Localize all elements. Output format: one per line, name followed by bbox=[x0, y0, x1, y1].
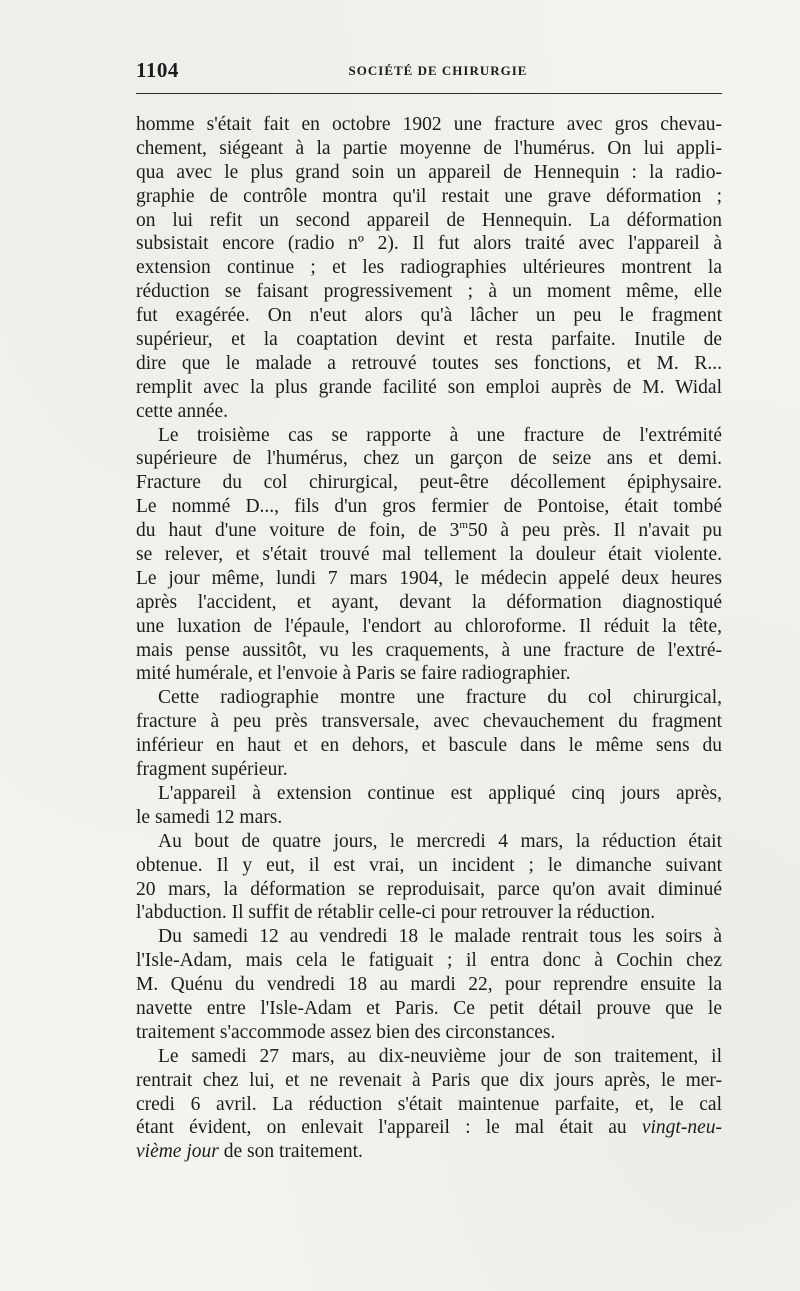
text-segment: du haut d'une voiture de foin, de 3 bbox=[136, 520, 460, 542]
header-rule bbox=[136, 93, 722, 94]
text-line: fut exagérée. On n'eut alors qu'à lâcher un peu le fragment bbox=[136, 305, 722, 327]
superscript-unit: m bbox=[459, 519, 468, 532]
text-line bbox=[136, 1116, 722, 1140]
text-line: mité humérale, et l'envoie à Paris se faire radiographier. bbox=[136, 663, 571, 685]
text-line: une luxation de l'épaule, l'endort au chloroforme. Il réduit la tête, bbox=[136, 615, 722, 637]
text-line: L'appareil à extension continue est appliqué cinq jours après, bbox=[158, 782, 722, 804]
text-line: Le jour même, lundi 7 mars 1904, le médecin appelé deux heures bbox=[136, 567, 722, 589]
text-line: Le nommé D..., fils d'un gros fermier de Pontoise, était tombé bbox=[136, 496, 722, 518]
text-line bbox=[136, 1140, 722, 1164]
body-text bbox=[136, 113, 722, 1164]
text-line: l'abduction. Il suffit de rétablir celle-ci pour retrouver la réduction. bbox=[136, 902, 656, 924]
text-line: navette entre l'Isle-Adam et Paris. Ce petit détail prouve que le bbox=[136, 997, 722, 1019]
text-line: obtenue. Il y eut, il est vrai, un incident ; le dimanche suivant bbox=[136, 854, 722, 876]
text-line: on lui refit un second appareil de Hennequin. La déformation bbox=[136, 209, 722, 231]
text-line: chement, siégeant à la partie moyenne de l'humérus. On lui appli- bbox=[136, 137, 722, 159]
page-number: 1104 bbox=[136, 58, 179, 82]
text-line: fracture à peu près transversale, avec chevauchement du fragment bbox=[136, 711, 722, 733]
text-line: graphie de contrôle montra qu'il restait une grave déformation ; bbox=[136, 185, 722, 207]
text-line: dire que le malade a retrouvé toutes ses fonctions, et M. R... bbox=[136, 352, 722, 374]
running-head bbox=[136, 58, 722, 84]
text-line: extension continue ; et les radiographies ultérieures montrent la bbox=[136, 257, 722, 279]
text-line: remplit avec la plus grande facilité son emploi auprès de M. Widal bbox=[136, 376, 722, 398]
text-line: l'Isle-Adam, mais cela le fatiguait ; il entra donc à Cochin chez bbox=[136, 950, 722, 972]
text-line: subsistait encore (radio nº 2). Il fut alors traité avec l'appareil à bbox=[136, 233, 722, 255]
text-line: homme s'était fait en octobre 1902 une fracture avec gros chevau- bbox=[136, 114, 722, 135]
text-line: credi 6 avril. La réduction s'était maintenue parfaite, et, le cal bbox=[136, 1093, 722, 1115]
text-line: se relever, et s'était trouvé mal tellement la douleur était violente. bbox=[136, 544, 722, 566]
text-line: traitement s'accommode assez bien des circonstances. bbox=[136, 1021, 556, 1043]
text-line: Le troisième cas se rapporte à une fracture de l'extrémité bbox=[158, 424, 722, 446]
text-line: Du samedi 12 au vendredi 18 le malade rentrait tous les soirs à bbox=[158, 926, 722, 948]
text-line: qua avec le plus grand soin un appareil de Hennequin : la radio- bbox=[136, 161, 722, 183]
text-line: Au bout de quatre jours, le mercredi 4 mars, la réduction était bbox=[158, 830, 722, 852]
text-segment: étant évident, on enlevait l'appareil : le mal était au bbox=[136, 1117, 642, 1139]
text-line: cette année. bbox=[136, 400, 229, 422]
text-line bbox=[136, 519, 722, 543]
text-segment: de son traitement. bbox=[218, 1141, 363, 1163]
text-line: Fracture du col chirurgical, peut-être décollement épiphysaire. bbox=[136, 472, 722, 494]
journal-title: SOCIÉTÉ DE CHIRURGIE bbox=[348, 63, 528, 78]
text-line: mais pense aussitôt, vu les craquements, à une fracture de l'extré- bbox=[136, 639, 722, 661]
text-line: M. Quénu du vendredi 18 au mardi 22, pour reprendre ensuite la bbox=[136, 974, 722, 996]
text-segment: 50 à peu près. Il n'avait pu bbox=[467, 520, 722, 542]
text-line: fragment supérieur. bbox=[136, 759, 288, 781]
text-line: inférieur en haut et en dehors, et bascule dans le même sens du bbox=[136, 735, 722, 757]
text-line: rentrait chez lui, et ne revenait à Paris que dix jours après, le mer- bbox=[136, 1069, 722, 1091]
text-line: réduction se faisant progressivement ; à un moment même, elle bbox=[136, 281, 722, 303]
text-line: Le samedi 27 mars, au dix-neuvième jour de son traitement, il bbox=[158, 1045, 722, 1067]
italic-text: vingt-neu- bbox=[641, 1117, 722, 1139]
text-line: supérieur, et la coaptation devint et resta parfaite. Inutile de bbox=[136, 329, 722, 351]
text-line: le samedi 12 mars. bbox=[136, 806, 283, 828]
text-line: 20 mars, la déformation se reproduisait, parce qu'on avait diminué bbox=[136, 878, 722, 900]
text-line: Cette radiographie montre une fracture du col chirurgical, bbox=[158, 687, 722, 709]
text-line: après l'accident, et ayant, devant la déformation diagnostiqué bbox=[136, 591, 722, 613]
italic-text: vième jour bbox=[136, 1141, 219, 1163]
text-line: supérieure de l'humérus, chez un garçon de seize ans et demi. bbox=[136, 448, 722, 470]
